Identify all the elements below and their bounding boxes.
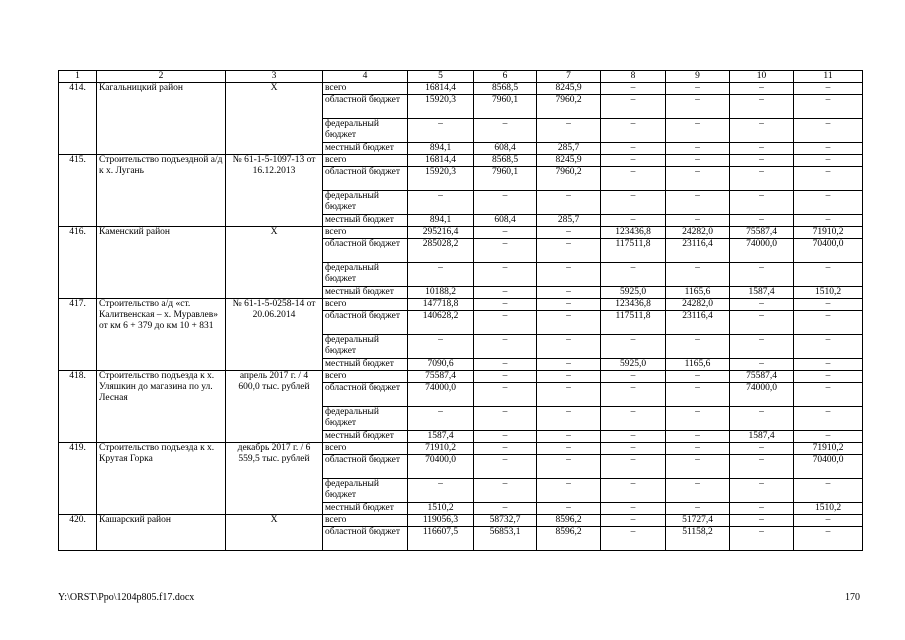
amount-cell: – <box>794 359 863 371</box>
amount-cell: 5925,0 <box>601 287 666 299</box>
amount-cell: 117511,8 <box>601 239 666 263</box>
amount-cell: – <box>666 167 730 191</box>
amount-cell: – <box>794 431 863 443</box>
amount-cell: – <box>601 443 666 455</box>
amount-cell: – <box>474 503 537 515</box>
amount-cell: – <box>794 215 863 227</box>
amount-cell: – <box>601 503 666 515</box>
document-reference: декабрь 2017 г. / 6 559,5 тыс. рублей <box>226 443 323 515</box>
amount-cell: – <box>794 479 863 503</box>
amount-cell: – <box>474 287 537 299</box>
amount-cell: – <box>794 167 863 191</box>
amount-cell: 8596,2 <box>537 527 601 551</box>
amount-cell: – <box>537 455 601 479</box>
amount-cell: 74000,0 <box>730 239 794 263</box>
amount-cell: 285028,2 <box>408 239 474 263</box>
amount-cell: – <box>601 455 666 479</box>
amount-cell: – <box>474 443 537 455</box>
amount-cell: 8568,5 <box>474 83 537 95</box>
amount-cell: 16814,4 <box>408 83 474 95</box>
amount-cell: – <box>666 95 730 119</box>
document-reference: № 61-1-5-0258-14 от 20.06.2014 <box>226 299 323 371</box>
document-reference: Х <box>226 515 323 551</box>
amount-cell: 1510,2 <box>794 287 863 299</box>
amount-cell: – <box>730 527 794 551</box>
funding-source: местный бюджет <box>323 287 408 299</box>
amount-cell: – <box>794 191 863 215</box>
amount-cell: – <box>537 311 601 335</box>
object-name: Строительство а/д «ст. Калитвенская – х. Муравлев» от км 6 + 379 до км 10 + 831 <box>97 299 226 371</box>
item-number: 414. <box>59 83 97 155</box>
document-reference: Х <box>226 227 323 299</box>
amount-cell: – <box>601 479 666 503</box>
column-number-row <box>59 71 863 83</box>
amount-cell: – <box>666 119 730 143</box>
amount-cell: – <box>537 503 601 515</box>
amount-cell: – <box>601 527 666 551</box>
amount-cell: – <box>730 215 794 227</box>
column-header: 4 <box>323 71 408 83</box>
amount-cell: 70400,0 <box>408 455 474 479</box>
amount-cell: – <box>794 527 863 551</box>
amount-cell: – <box>730 95 794 119</box>
table-body <box>59 83 863 551</box>
amount-cell: – <box>601 515 666 527</box>
funding-source: федеральный бюджет <box>323 479 408 503</box>
item-number: 418. <box>59 371 97 443</box>
amount-cell: – <box>730 83 794 95</box>
table-row <box>59 227 863 239</box>
amount-cell: 147718,8 <box>408 299 474 311</box>
amount-cell: 123436,8 <box>601 227 666 239</box>
amount-cell: – <box>474 119 537 143</box>
amount-cell: 1165,6 <box>666 287 730 299</box>
amount-cell: 70400,0 <box>794 239 863 263</box>
amount-cell: – <box>601 167 666 191</box>
amount-cell: – <box>666 215 730 227</box>
object-name: Каменский район <box>97 227 226 299</box>
amount-cell: – <box>537 371 601 383</box>
amount-cell: – <box>730 503 794 515</box>
amount-cell: – <box>537 443 601 455</box>
amount-cell: 8245,9 <box>537 155 601 167</box>
column-header: 3 <box>226 71 323 83</box>
amount-cell: – <box>730 515 794 527</box>
amount-cell: – <box>408 191 474 215</box>
amount-cell: – <box>537 287 601 299</box>
funding-source: областной бюджет <box>323 95 408 119</box>
amount-cell: – <box>730 479 794 503</box>
amount-cell: 608,4 <box>474 215 537 227</box>
amount-cell: – <box>794 299 863 311</box>
item-number: 416. <box>59 227 97 299</box>
funding-source: областной бюджет <box>323 527 408 551</box>
amount-cell: – <box>537 431 601 443</box>
amount-cell: – <box>474 227 537 239</box>
amount-cell: – <box>408 263 474 287</box>
amount-cell: 71910,2 <box>408 443 474 455</box>
funding-source: всего <box>323 227 408 239</box>
funding-source: областной бюджет <box>323 311 408 335</box>
amount-cell: – <box>474 299 537 311</box>
amount-cell: – <box>601 335 666 359</box>
table-row <box>59 155 863 167</box>
amount-cell: 51727,4 <box>666 515 730 527</box>
amount-cell: 7960,2 <box>537 167 601 191</box>
amount-cell: 123436,8 <box>601 299 666 311</box>
amount-cell: 23116,4 <box>666 239 730 263</box>
table-row <box>59 299 863 311</box>
table-row <box>59 371 863 383</box>
funding-source: федеральный бюджет <box>323 407 408 431</box>
amount-cell: – <box>537 227 601 239</box>
amount-cell: 16814,4 <box>408 155 474 167</box>
amount-cell: – <box>666 83 730 95</box>
item-number: 419. <box>59 443 97 515</box>
funding-source: местный бюджет <box>323 431 408 443</box>
amount-cell: – <box>474 239 537 263</box>
amount-cell: – <box>666 383 730 407</box>
amount-cell: – <box>474 455 537 479</box>
funding-source: всего <box>323 155 408 167</box>
amount-cell: – <box>601 383 666 407</box>
amount-cell: – <box>730 443 794 455</box>
table-row <box>59 83 863 95</box>
amount-cell: 7960,1 <box>474 95 537 119</box>
amount-cell: – <box>730 299 794 311</box>
item-number: 420. <box>59 515 97 551</box>
amount-cell: – <box>601 371 666 383</box>
amount-cell: – <box>537 191 601 215</box>
amount-cell: – <box>794 155 863 167</box>
amount-cell: – <box>537 335 601 359</box>
amount-cell: – <box>537 119 601 143</box>
amount-cell: – <box>474 479 537 503</box>
column-header: 11 <box>794 71 863 83</box>
amount-cell: – <box>408 479 474 503</box>
amount-cell: – <box>730 407 794 431</box>
amount-cell: – <box>537 299 601 311</box>
amount-cell: – <box>601 215 666 227</box>
column-header: 9 <box>666 71 730 83</box>
amount-cell: – <box>794 83 863 95</box>
amount-cell: – <box>474 407 537 431</box>
amount-cell: 285,7 <box>537 215 601 227</box>
column-header: 8 <box>601 71 666 83</box>
funding-source: федеральный бюджет <box>323 335 408 359</box>
table-row <box>59 515 863 527</box>
amount-cell: 10188,2 <box>408 287 474 299</box>
funding-source: областной бюджет <box>323 383 408 407</box>
amount-cell: 71910,2 <box>794 443 863 455</box>
amount-cell: 8596,2 <box>537 515 601 527</box>
amount-cell: – <box>666 503 730 515</box>
amount-cell: 75587,4 <box>730 371 794 383</box>
item-number: 417. <box>59 299 97 371</box>
amount-cell: – <box>408 407 474 431</box>
page-number: 170 <box>845 592 860 603</box>
amount-cell: 117511,8 <box>601 311 666 335</box>
amount-cell: – <box>730 359 794 371</box>
amount-cell: – <box>474 335 537 359</box>
amount-cell: 894,1 <box>408 143 474 155</box>
column-header: 5 <box>408 71 474 83</box>
funding-source: областной бюджет <box>323 455 408 479</box>
amount-cell: – <box>666 155 730 167</box>
amount-cell: – <box>474 383 537 407</box>
amount-cell: – <box>666 479 730 503</box>
amount-cell: – <box>794 371 863 383</box>
object-name: Строительство подъездной а/д к х. Лугань <box>97 155 226 227</box>
amount-cell: 56853,1 <box>474 527 537 551</box>
amount-cell: 8245,9 <box>537 83 601 95</box>
amount-cell: – <box>408 119 474 143</box>
budget-table <box>58 70 863 551</box>
amount-cell: – <box>666 431 730 443</box>
amount-cell: – <box>474 191 537 215</box>
amount-cell: – <box>666 443 730 455</box>
amount-cell: 15920,3 <box>408 167 474 191</box>
amount-cell: 75587,4 <box>408 371 474 383</box>
amount-cell: – <box>730 119 794 143</box>
amount-cell: 894,1 <box>408 215 474 227</box>
amount-cell: 1587,4 <box>730 431 794 443</box>
amount-cell: – <box>601 191 666 215</box>
column-header: 6 <box>474 71 537 83</box>
amount-cell: – <box>666 407 730 431</box>
amount-cell: 70400,0 <box>794 455 863 479</box>
amount-cell: – <box>601 263 666 287</box>
amount-cell: 74000,0 <box>730 383 794 407</box>
funding-source: всего <box>323 371 408 383</box>
amount-cell: – <box>474 359 537 371</box>
amount-cell: – <box>666 191 730 215</box>
object-name: Строительство подъезда к х. Крутая Горка <box>97 443 226 515</box>
amount-cell: 5925,0 <box>601 359 666 371</box>
document-reference: апрель 2017 г. / 4 600,0 тыс. рублей <box>226 371 323 443</box>
amount-cell: 8568,5 <box>474 155 537 167</box>
amount-cell: – <box>794 311 863 335</box>
amount-cell: – <box>537 263 601 287</box>
amount-cell: – <box>601 119 666 143</box>
amount-cell: – <box>666 263 730 287</box>
amount-cell: – <box>730 335 794 359</box>
amount-cell: – <box>730 143 794 155</box>
amount-cell: – <box>666 371 730 383</box>
amount-cell: 51158,2 <box>666 527 730 551</box>
item-number: 415. <box>59 155 97 227</box>
amount-cell: – <box>730 311 794 335</box>
funding-source: федеральный бюджет <box>323 191 408 215</box>
amount-cell: – <box>666 455 730 479</box>
amount-cell: 140628,2 <box>408 311 474 335</box>
column-header: 7 <box>537 71 601 83</box>
amount-cell: – <box>474 371 537 383</box>
amount-cell: 7960,1 <box>474 167 537 191</box>
funding-source: всего <box>323 83 408 95</box>
amount-cell: 1510,2 <box>794 503 863 515</box>
amount-cell: – <box>730 155 794 167</box>
amount-cell: 119056,3 <box>408 515 474 527</box>
amount-cell: – <box>794 407 863 431</box>
amount-cell: – <box>601 431 666 443</box>
object-name: Кашарский район <box>97 515 226 551</box>
amount-cell: – <box>666 335 730 359</box>
amount-cell: – <box>794 383 863 407</box>
amount-cell: – <box>537 383 601 407</box>
funding-source: федеральный бюджет <box>323 119 408 143</box>
amount-cell: – <box>601 83 666 95</box>
amount-cell: 285,7 <box>537 143 601 155</box>
amount-cell: – <box>601 407 666 431</box>
funding-source: областной бюджет <box>323 167 408 191</box>
amount-cell: – <box>474 311 537 335</box>
funding-source: местный бюджет <box>323 215 408 227</box>
amount-cell: 23116,4 <box>666 311 730 335</box>
amount-cell: – <box>666 143 730 155</box>
funding-source: федеральный бюджет <box>323 263 408 287</box>
amount-cell: – <box>730 167 794 191</box>
funding-source: всего <box>323 443 408 455</box>
amount-cell: – <box>794 515 863 527</box>
amount-cell: – <box>537 479 601 503</box>
amount-cell: 116607,5 <box>408 527 474 551</box>
amount-cell: 295216,4 <box>408 227 474 239</box>
amount-cell: 74000,0 <box>408 383 474 407</box>
funding-source: всего <box>323 299 408 311</box>
amount-cell: – <box>730 263 794 287</box>
amount-cell: – <box>408 335 474 359</box>
document-reference: Х <box>226 83 323 155</box>
column-header: 10 <box>730 71 794 83</box>
table-row <box>59 443 863 455</box>
amount-cell: – <box>601 143 666 155</box>
document-path: Y:\ORST\Ppo\1204p805.f17.docx <box>58 592 195 603</box>
amount-cell: 7090,6 <box>408 359 474 371</box>
amount-cell: – <box>601 155 666 167</box>
amount-cell: – <box>601 95 666 119</box>
amount-cell: 1587,4 <box>408 431 474 443</box>
object-name: Кагальницкий район <box>97 83 226 155</box>
amount-cell: – <box>794 119 863 143</box>
amount-cell: – <box>794 263 863 287</box>
amount-cell: 608,4 <box>474 143 537 155</box>
funding-source: местный бюджет <box>323 359 408 371</box>
funding-source: областной бюджет <box>323 239 408 263</box>
document-reference: № 61-1-5-1097-13 от 16.12.2013 <box>226 155 323 227</box>
funding-source: местный бюджет <box>323 503 408 515</box>
amount-cell: – <box>794 335 863 359</box>
object-name: Строительство подъезда к х. Уляшкин до магазина по ул. Лесная <box>97 371 226 443</box>
amount-cell: – <box>474 431 537 443</box>
column-header: 2 <box>97 71 226 83</box>
amount-cell: – <box>730 455 794 479</box>
amount-cell: – <box>474 263 537 287</box>
amount-cell: 15920,3 <box>408 95 474 119</box>
amount-cell: 1587,4 <box>730 287 794 299</box>
amount-cell: 24282,0 <box>666 299 730 311</box>
amount-cell: 24282,0 <box>666 227 730 239</box>
amount-cell: – <box>537 239 601 263</box>
amount-cell: 75587,4 <box>730 227 794 239</box>
column-header: 1 <box>59 71 97 83</box>
amount-cell: 7960,2 <box>537 95 601 119</box>
amount-cell: – <box>794 143 863 155</box>
amount-cell: – <box>730 191 794 215</box>
funding-source: местный бюджет <box>323 143 408 155</box>
amount-cell: – <box>537 407 601 431</box>
amount-cell: 58732,7 <box>474 515 537 527</box>
amount-cell: 71910,2 <box>794 227 863 239</box>
funding-source: всего <box>323 515 408 527</box>
amount-cell: 1165,6 <box>666 359 730 371</box>
amount-cell: 1510,2 <box>408 503 474 515</box>
amount-cell: – <box>794 95 863 119</box>
amount-cell: – <box>537 359 601 371</box>
